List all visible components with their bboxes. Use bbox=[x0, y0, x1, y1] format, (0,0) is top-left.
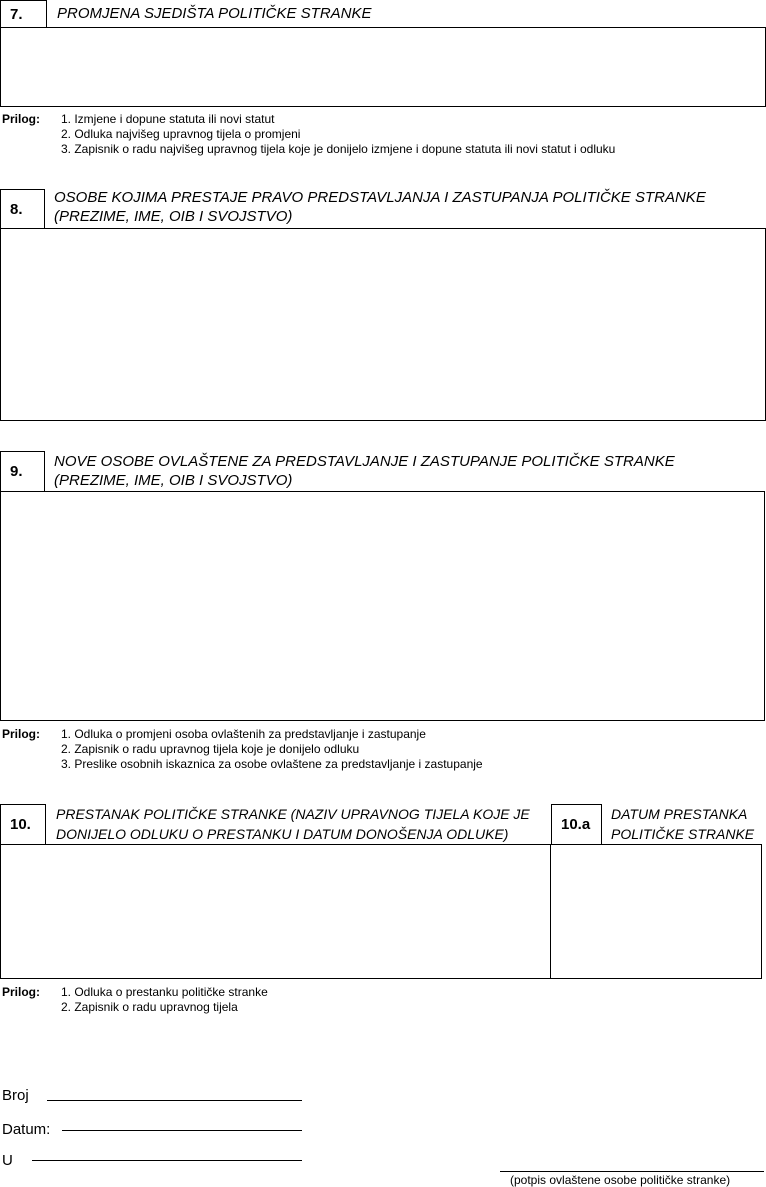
section-10a-number bbox=[551, 804, 602, 844]
section-7-title: PROMJENA SJEDIŠTA POLITIČKE STRANKE bbox=[57, 5, 372, 22]
section-7-attachments-label: Prilog: bbox=[2, 112, 40, 126]
section-10-attachments-label: Prilog: bbox=[2, 985, 40, 999]
u-label: U bbox=[2, 1152, 13, 1169]
signature-caption: (potpis ovlaštene osobe političke stranke) bbox=[510, 1173, 731, 1187]
section-10-input-area[interactable] bbox=[0, 844, 551, 979]
section-8-input-area[interactable] bbox=[0, 228, 766, 421]
attachment-item: 1. Izmjene i dopune statuta ili novi statut bbox=[61, 112, 275, 126]
section-7-attachments-list bbox=[61, 112, 615, 157]
section-7-number-text: 7. bbox=[10, 5, 23, 23]
section-10-title-line2: DONIJELO ODLUKU O PRESTANKU I DATUM DONOŠENJA ODLUKE) bbox=[56, 826, 509, 842]
section-9-number-text: 9. bbox=[10, 463, 23, 480]
section-9-attachments-label: Prilog: bbox=[2, 727, 40, 741]
section-10-title-line1: PRESTANAK POLITIČKE STRANKE (NAZIV UPRAVNOG TIJELA KOJE JE bbox=[56, 806, 530, 822]
datum-label: Datum: bbox=[2, 1121, 51, 1138]
section-7-input-area[interactable] bbox=[0, 27, 766, 107]
attachment-item: 1. Odluka o prestanku političke stranke bbox=[61, 985, 268, 999]
section-10a-number-text: 10.a bbox=[561, 816, 591, 833]
section-10a-input-area[interactable] bbox=[550, 844, 762, 979]
section-10a-title bbox=[611, 804, 754, 844]
section-8-title-line2: (PREZIME, IME, OIB I SVOJSTVO) bbox=[54, 208, 293, 225]
section-9-title-line2: (PREZIME, IME, OIB I SVOJSTVO) bbox=[54, 472, 293, 489]
section-9-input-area[interactable] bbox=[0, 491, 765, 721]
section-10-number bbox=[0, 804, 46, 844]
broj-label: Broj bbox=[2, 1087, 29, 1104]
u-field[interactable] bbox=[32, 1160, 302, 1161]
attachment-item: 3. Preslike osobnih iskaznica za osobe ovlaštene za predstavljanje i zastupanje bbox=[61, 757, 483, 771]
broj-field[interactable] bbox=[47, 1100, 302, 1101]
section-7-number bbox=[0, 0, 47, 27]
section-10-attachments-list bbox=[61, 985, 268, 1015]
section-10-number-text: 10. bbox=[10, 816, 31, 833]
attachment-item: 2. Odluka najvišeg upravnog tijela o promjeni bbox=[61, 127, 301, 141]
section-9-number bbox=[0, 451, 45, 491]
datum-field[interactable] bbox=[62, 1130, 302, 1131]
section-9-title-line1: NOVE OSOBE OVLAŠTENE ZA PREDSTAVLJANJE I ZASTUPANJE POLITIČKE STRANKE bbox=[54, 453, 675, 470]
section-8-number-text: 8. bbox=[10, 200, 23, 218]
attachment-item: 3. Zapisnik o radu najvišeg upravnog tijela koje je donijelo izmjene i dopune statuta ili novi statut i odluku bbox=[61, 142, 616, 156]
section-8-title bbox=[54, 188, 706, 226]
signature-line[interactable] bbox=[500, 1171, 764, 1172]
section-10a-title-line2: POLITIČKE STRANKE bbox=[611, 826, 755, 842]
attachment-item: 2. Zapisnik o radu upravnog tijela bbox=[61, 1000, 238, 1014]
section-9-title bbox=[54, 452, 675, 490]
section-9-attachments-list bbox=[61, 727, 483, 772]
section-8-title-line1: OSOBE KOJIMA PRESTAJE PRAVO PREDSTAVLJANJA I ZASTUPANJA POLITIČKE STRANKE bbox=[54, 189, 706, 206]
section-10a-title-line1: DATUM PRESTANKA bbox=[611, 806, 748, 822]
attachment-item: 2. Zapisnik o radu upravnog tijela koje je donijelo odluku bbox=[61, 742, 360, 756]
section-8-number bbox=[0, 189, 45, 228]
attachment-item: 1. Odluka o promjeni osoba ovlaštenih za predstavljanje i zastupanje bbox=[61, 727, 426, 741]
section-10-title bbox=[56, 804, 530, 844]
